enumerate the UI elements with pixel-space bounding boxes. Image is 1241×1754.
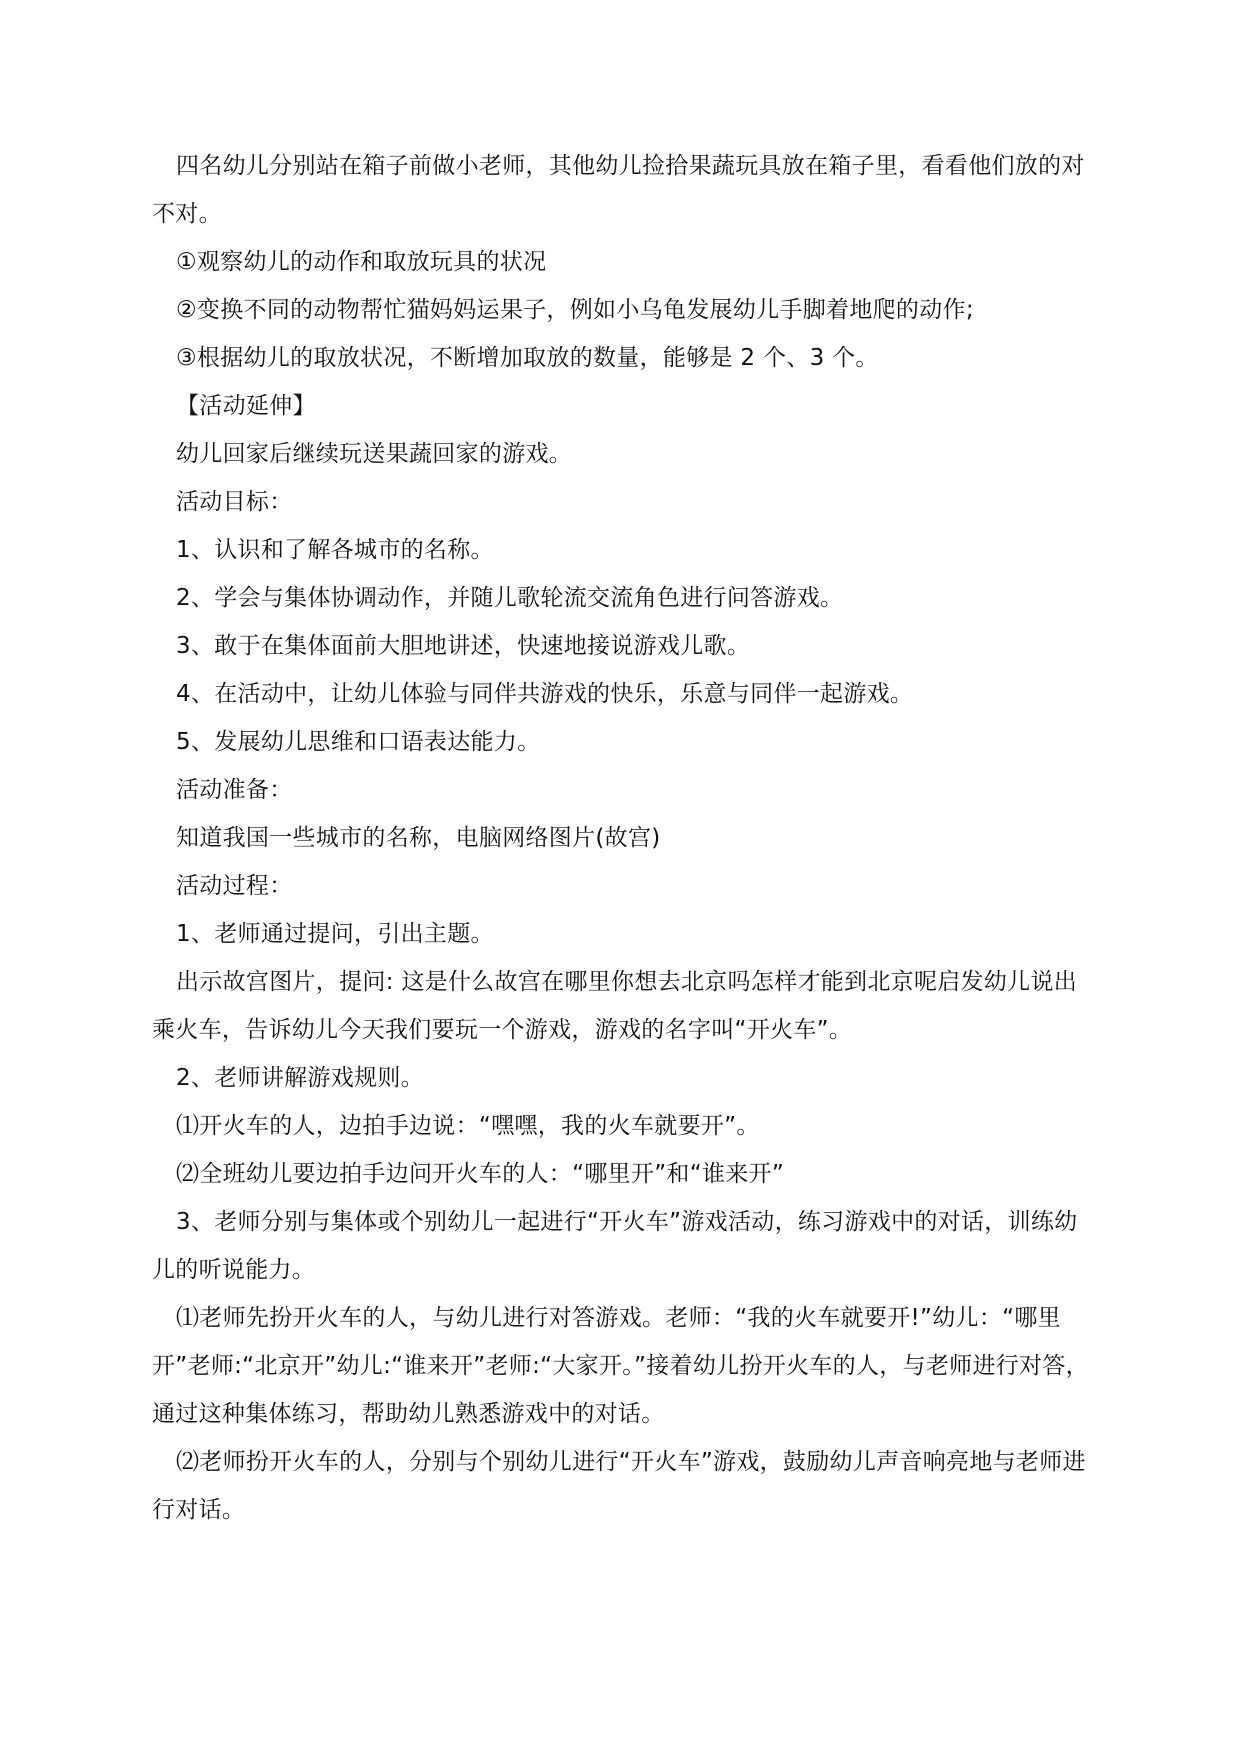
section-heading: 活动目标： (176, 489, 293, 515)
list-item: 3、敢于在集体面前大胆地讲述，快速地接说游戏儿歌。 (176, 633, 751, 659)
section-heading: 活动过程： (176, 873, 293, 899)
paragraph: 幼儿回家后继续玩送果蔬回家的游戏。 (176, 441, 573, 467)
list-item: 3、老师分别与集体或个别幼儿一起进行“开火车”游戏活动，练习游戏中的对话，训练幼儿的听说能力。 (152, 1209, 1078, 1283)
paragraph: ③根据幼儿的取放状况，不断增加取放的数量，能够是 2 个、3 个。 (176, 345, 879, 371)
list-item: ⑴开火车的人，边拍手边说：“嘿嘿，我的火车就要开”。 (176, 1113, 760, 1139)
paragraph: 知道我国一些城市的名称，电脑网络图片(故宫) (176, 825, 661, 851)
list-item: 1、认识和了解各城市的名称。 (176, 537, 494, 563)
paragraph: ①观察幼儿的动作和取放玩具的状况 (176, 249, 547, 275)
paragraph: 出示故宫图片，提问: 这是什么故宫在哪里你想去北京吗怎样才能到北京呢启发幼儿说出乘火车，告诉幼儿今天我们要玩一个游戏，游戏的名字叫“开火车”。 (152, 969, 1078, 1043)
list-item: 5、发展幼儿思维和口语表达能力。 (176, 729, 541, 755)
list-item: ⑴老师先扮开火车的人，与幼儿进行对答游戏。老师：“我的火车就要开!”幼儿：“哪里开”老师:“北京开”幼儿:“谁来开”老师:“大家开。”接着幼儿扮开火车的人，与老师进行对答，通过这种集体练习，帮助幼儿熟悉游戏中的对话。 (152, 1305, 1089, 1427)
list-item: 4、在活动中，让幼儿体验与同伴共游戏的快乐，乐意与同伴一起游戏。 (176, 681, 914, 707)
list-item: 2、老师讲解游戏规则。 (176, 1065, 424, 1091)
paragraph: ②变换不同的动物帮忙猫妈妈运果子，例如小乌龟发展幼儿手脚着地爬的动作; (176, 297, 974, 323)
list-item: ⑵全班幼儿要边拍手边问开火车的人：“哪里开”和“谁来开” (176, 1161, 785, 1187)
list-item: 1、老师通过提问，引出主题。 (176, 921, 494, 947)
list-item: 2、学会与集体协调动作，并随儿歌轮流交流角色进行问答游戏。 (176, 585, 844, 611)
document-page (152, 142, 1092, 1534)
list-item: ⑵老师扮开火车的人，分别与个别幼儿进行“开火车”游戏，鼓励幼儿声音响亮地与老师进行对话。 (152, 1449, 1086, 1523)
section-heading: 【活动延伸】 (176, 393, 316, 419)
paragraph: 四名幼儿分别站在箱子前做小老师，其他幼儿捡拾果蔬玩具放在箱子里，看看他们放的对不对。 (152, 153, 1085, 227)
section-heading: 活动准备： (176, 777, 293, 803)
